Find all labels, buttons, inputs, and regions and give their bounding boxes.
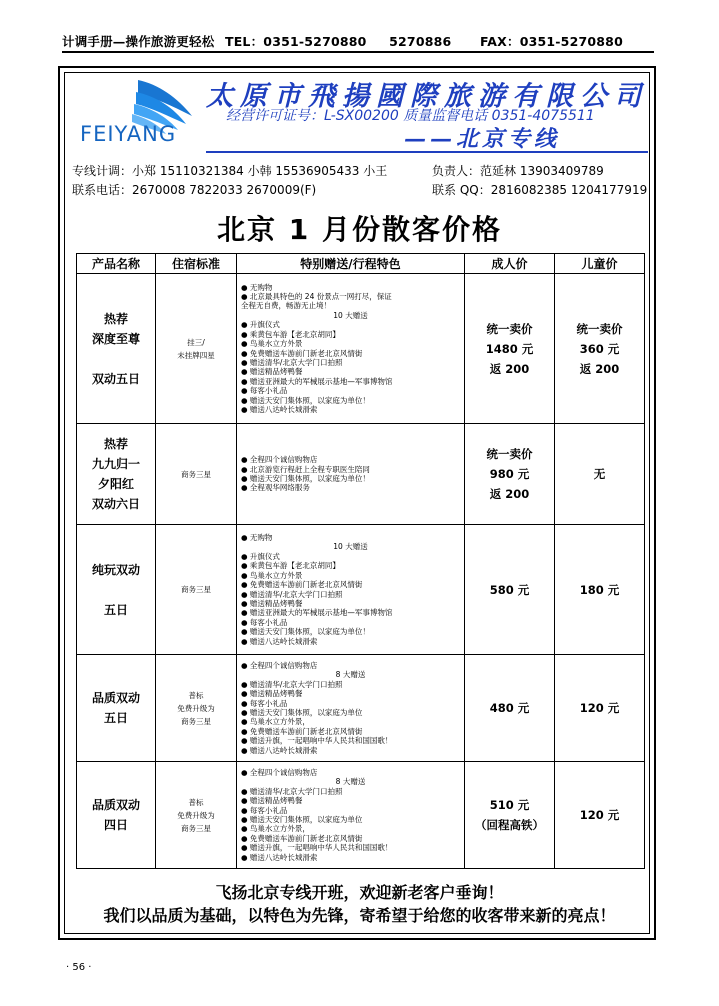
features-list-line: ● 升旗仪式 (241, 320, 280, 330)
child-price-line: 统一卖价 (576, 321, 623, 336)
table-row (77, 274, 645, 424)
features-list-line: ● 赠送八达岭长城滑索 (241, 852, 318, 862)
features-list-line: ● 免费赠送车游前门新老北京风情街 (241, 726, 363, 736)
hotel-standard-line: 免费升级为 (177, 810, 215, 820)
table-row (77, 424, 645, 525)
features-list (237, 424, 465, 525)
features-list-line: ● 每客小礼品 (241, 386, 288, 396)
features-list (237, 655, 465, 762)
features-list-line: ● 赠送八达岭长城滑索 (241, 404, 318, 414)
child-price-line: 120 元 (579, 701, 620, 715)
product-name-line: 五日 (103, 602, 128, 617)
product-name-line: 深度至尊 (91, 331, 140, 346)
features-list-line: ● 赠送天安门集体照，以家庭为单位！ (241, 395, 370, 405)
adult-price-line: 统一卖价 (486, 321, 533, 336)
child-price-line: 180 元 (579, 582, 620, 597)
features-list-line: 8 大赠送 (335, 777, 366, 787)
product-name-line: 热荐 (103, 311, 128, 326)
features-list-line: ● 赠送八达岭长城滑索 (241, 636, 318, 646)
company-name: 太原市飛揚國際旅游有限公司 (206, 81, 648, 112)
child-price (555, 525, 645, 655)
features-list-line: 10 大赠送 (333, 310, 368, 320)
features-list-line: ● 北京游览行程赶上全程专职医生陪同 (241, 464, 370, 474)
product-name-line: 纯玩双动 (91, 562, 140, 577)
header-adult-price: 成人价 (465, 254, 555, 274)
hotel-standard (156, 525, 237, 655)
features-list-line: ● 赠送天安门集体照，以家庭为单位 (241, 815, 363, 824)
header-bar (62, 32, 654, 50)
header-tel: TEL：0351-5270880 (224, 34, 367, 49)
features-list-line: ● 赠送清华/北京大学门口拍照 (241, 786, 343, 796)
product-name (77, 525, 156, 655)
hotel-standard (156, 424, 237, 525)
footer-line-2: 我们以品质为基础，以特色为先锋，寄希望于给您的收客带来新的亮点！ (103, 906, 616, 925)
table-row (77, 762, 645, 869)
features-list-line: ● 北京最具特色的 24 份景点一网打尽，保证 (241, 292, 392, 302)
child-price-line: 无 (593, 467, 606, 481)
product-name (77, 655, 156, 762)
features-list-line: ● 每客小礼品 (241, 698, 288, 708)
features-list-line: ● 无购物 (241, 533, 273, 543)
product-name-line: 双动五日 (91, 371, 140, 386)
header-child-price: 儿童价 (555, 254, 645, 274)
features-list (237, 762, 465, 869)
adult-price-line: 480 元 (489, 701, 530, 715)
adult-price-line: 1480 元 (485, 341, 534, 356)
table-row (77, 525, 645, 655)
hotel-standard-line: 免费升级为 (177, 703, 215, 713)
product-name (77, 424, 156, 525)
hotel-standard-line: 普标 (188, 690, 204, 700)
header-product: 产品名称 (77, 254, 156, 274)
child-price (555, 274, 645, 424)
features-list-line: ● 全程四个诚信购物店 (241, 767, 318, 777)
header-fax: FAX：0351-5270880 (479, 34, 623, 49)
qq-contact: 联系 QQ：2816082385 1204177919 (432, 183, 648, 197)
hotel-standard (156, 655, 237, 762)
features-list-line: ● 免费赠送车游前门新老北京风情街 (241, 580, 363, 590)
features-list-line: ● 鸟巢水立方外景 (241, 570, 303, 580)
header-features: 特别赠送/行程特色 (237, 254, 465, 274)
license-info: 经营许可证号：L-SX00200 质量监督电话 0351-4075511 (226, 108, 595, 124)
features-list-line: ● 赠送八达岭长城滑索 (241, 745, 318, 755)
adult-price (465, 525, 555, 655)
features-list-line: 10 大赠送 (333, 542, 368, 552)
features-list-line: ● 赠送亚洲最大的军械展示基地—军事博物馆 (241, 376, 393, 386)
table-header-row (77, 254, 645, 274)
features-list-line: ● 免费赠送车游前门新老北京风情街 (241, 348, 363, 358)
features-list-line: ● 赠送清华/北京大学门口拍照 (241, 589, 343, 599)
beijing-line-title: ——北京专线 (404, 126, 561, 152)
product-name-line: 五日 (103, 711, 128, 725)
features-list-line: ● 全程四个诚信购物店 (241, 455, 318, 465)
child-price-line: 360 元 (579, 341, 620, 356)
product-name (77, 762, 156, 869)
header-hotel: 住宿标准 (156, 254, 237, 274)
product-name-line: 热荐 (103, 437, 128, 451)
product-name-line (77, 349, 155, 369)
adult-price-line: 统一卖价 (486, 447, 533, 461)
hotel-standard-line: 未挂牌四星 (177, 350, 215, 360)
hotel-standard-line: 商务三星 (181, 469, 211, 479)
adult-price (465, 655, 555, 762)
child-price (555, 762, 645, 869)
header-tel2: 5270886 (389, 34, 452, 49)
adult-price (465, 274, 555, 424)
page-number: · 56 · (66, 962, 92, 973)
features-list-line: ● 鸟巢水立方外景 (241, 339, 303, 349)
adult-price-line: 510 元 (489, 798, 530, 812)
features-list-line: ● 免费赠送车游前门新老北京风情街 (241, 833, 363, 843)
features-list-line: ● 赠送精品烤鸭餐 (241, 796, 303, 806)
hotel-standard-line: 商务三星 (181, 585, 211, 594)
hotel-standard-line: 挂三/ (187, 337, 205, 347)
product-name (77, 274, 156, 424)
features-list-line: 全程无自费，畅游无止境！ (241, 301, 331, 311)
child-price-line: 120 元 (579, 808, 620, 822)
features-list-line: ● 乘黄包车游【老北京胡同】 (241, 561, 340, 571)
features-list-line: ● 赠送清华/北京大学门口拍照 (241, 357, 343, 367)
manager-contact: 负责人：范延林 13903409789 (432, 164, 604, 178)
features-list-line: ● 赠送升旗，一起唱响中华人民共和国国歌！ (241, 736, 393, 746)
features-list-line: ● 全程四个诚信购物店 (241, 660, 318, 670)
product-name-line: 夕阳红 (97, 477, 134, 491)
features-list-line: ● 乘黄包车游【老北京胡同】 (241, 329, 340, 339)
features-list-line: ● 赠送升旗，一起唱响中华人民共和国国歌！ (241, 843, 393, 853)
table-row (77, 655, 645, 762)
adult-price-line: 返 200 (489, 361, 530, 376)
child-price (555, 655, 645, 762)
product-name-line: 品质双动 (91, 798, 140, 812)
features-list-line: ● 全程观华网络服务 (241, 483, 310, 493)
product-name-line: 九九归一 (91, 457, 140, 471)
adult-price (465, 424, 555, 525)
features-list-line: ● 每客小礼品 (241, 617, 288, 627)
page-title: 北京 1 月份散客价格 (217, 213, 502, 246)
header-rule (62, 51, 654, 53)
planners-contact: 专线计调：小郑 15110321384 小韩 15536905433 小王 (72, 164, 388, 178)
hotel-standard-line: 普标 (188, 797, 204, 807)
header-slogan: 计调手册—操作旅游更轻松 (62, 34, 215, 49)
child-price (555, 424, 645, 525)
product-name-line (77, 580, 155, 600)
features-list-line: ● 赠送天安门集体照，以家庭为单位！ (241, 474, 370, 483)
features-list-line: ● 赠送精品烤鸭餐 (241, 367, 303, 377)
logo-text: FEIYANG (80, 122, 177, 146)
adult-price-line: （回程高铁） (475, 818, 544, 832)
phone-contact: 联系电话：2670008 7822033 2670009(F) (72, 183, 317, 197)
features-list-line: ● 升旗仪式 (241, 551, 280, 561)
hotel-standard-line: 商务三星 (181, 823, 211, 833)
features-list-line: ● 赠送天安门集体照，以家庭为单位！ (241, 627, 370, 637)
features-list-line: ● 赠送亚洲最大的军械展示基地—军事博物馆 (241, 608, 393, 618)
features-list-line: ● 鸟巢水立方外景， (241, 824, 310, 834)
features-list-line: ● 鸟巢水立方外景， (241, 717, 310, 727)
hotel-standard (156, 762, 237, 869)
adult-price-line: 980 元 (489, 467, 530, 481)
adult-price (465, 762, 555, 869)
product-name-line: 品质双动 (91, 691, 140, 705)
product-name-line: 四日 (103, 818, 128, 832)
features-list-line: ● 赠送精品烤鸭餐 (241, 689, 303, 699)
features-list (237, 274, 465, 424)
features-list-line: ● 赠送清华/北京大学门口拍照 (241, 679, 343, 689)
features-list-line: 8 大赠送 (335, 670, 366, 680)
footer-line-1: 飞扬北京专线开班，欢迎新老客户垂询！ (215, 883, 504, 902)
adult-price-line: 580 元 (489, 582, 530, 597)
child-price-line: 返 200 (579, 361, 620, 376)
features-list (237, 525, 465, 655)
adult-price-line: 返 200 (489, 487, 530, 501)
blue-rule (206, 151, 648, 153)
product-name-line: 双动六日 (91, 497, 140, 511)
hotel-standard-line: 商务三星 (181, 716, 211, 726)
features-list-line: ● 赠送天安门集体照，以家庭为单位 (241, 708, 363, 717)
features-list-line: ● 赠送精品烤鸭餐 (241, 598, 303, 608)
hotel-standard (156, 274, 237, 424)
features-list-line: ● 每客小礼品 (241, 805, 288, 815)
features-list-line: ● 无购物 (241, 282, 273, 292)
price-table (76, 253, 645, 869)
